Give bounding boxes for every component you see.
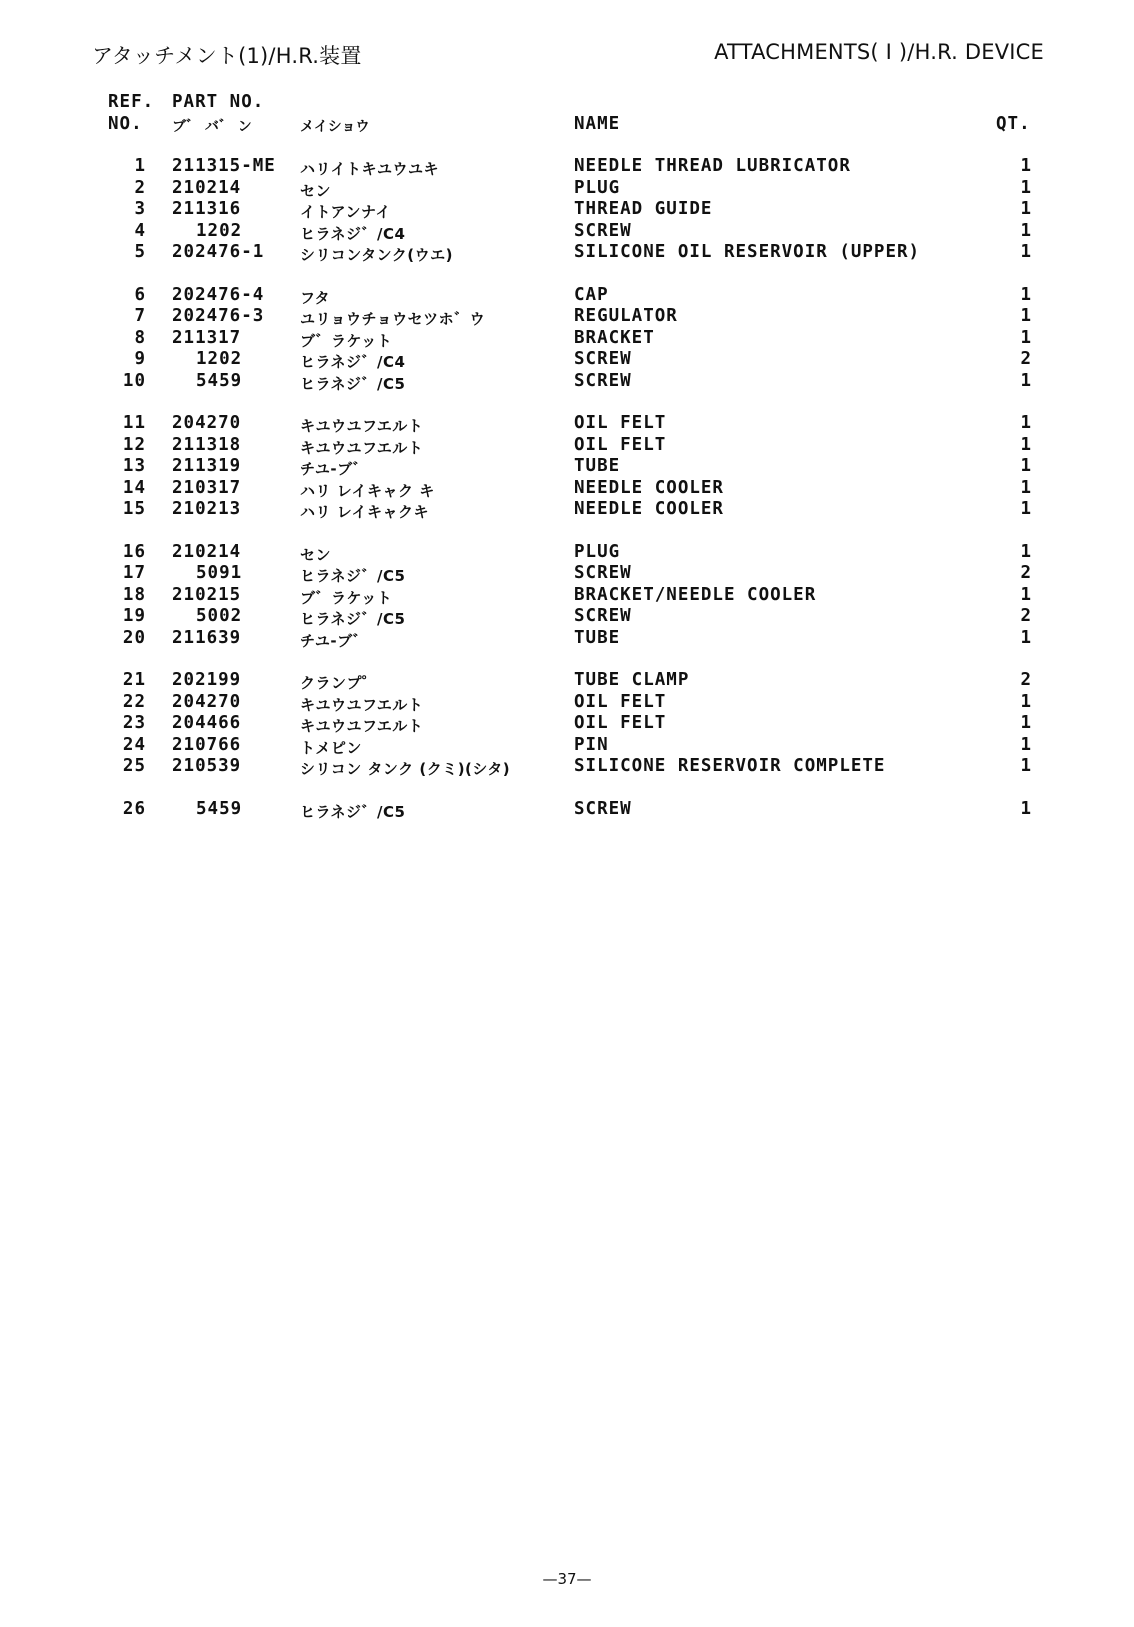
part-number: 5459 <box>196 370 243 391</box>
part-name: TUBE CLAMP <box>574 670 690 690</box>
qty-header: QT. <box>996 114 1031 134</box>
ref-number: 8 <box>134 327 146 348</box>
part-number: 202199 <box>172 670 242 690</box>
japanese-name: キユウユフエルト <box>300 417 424 435</box>
part-number: 211319 <box>172 456 242 476</box>
part-number: 204466 <box>172 713 242 733</box>
japanese-name: イトアンナイ <box>300 203 391 221</box>
quantity: 1 <box>1020 713 1032 733</box>
page-header-english: ATTACHMENTS( I )/H.R. DEVICE <box>714 40 1044 64</box>
japanese-name: キユウユフエルト <box>300 438 424 457</box>
quantity: 1 <box>1020 734 1032 755</box>
japanese-name: ハリイトキユウユキ <box>300 160 440 178</box>
quantity: 1 <box>1020 456 1032 476</box>
japanese-name: セン <box>300 181 332 200</box>
table-row <box>0 606 1134 628</box>
part-number: 5459 <box>196 798 243 819</box>
table-row <box>0 328 1134 350</box>
table-row <box>0 242 1134 264</box>
japanese-name: シリコン タンク (クミ)(シタ) <box>300 760 511 778</box>
japanese-name: ヒラネジ゛/C5 <box>300 802 406 821</box>
part-number: 204270 <box>172 413 242 433</box>
ref-number: 15 <box>122 499 146 519</box>
quantity: 1 <box>1020 327 1032 348</box>
table-row <box>0 799 1134 821</box>
part-name: SCREW <box>574 220 632 241</box>
part-name: PLUG <box>574 177 621 198</box>
table-row <box>0 692 1134 714</box>
part-name: PIN <box>574 734 609 755</box>
quantity: 1 <box>1020 691 1032 712</box>
ref-number: 20 <box>122 627 146 648</box>
part-name: NEEDLE COOLER <box>574 499 724 519</box>
table-row <box>0 349 1134 371</box>
part-name: TUBE <box>574 627 621 648</box>
part-number: 1202 <box>196 349 243 369</box>
ref-number: 22 <box>122 691 146 712</box>
part-number: 1202 <box>196 220 243 241</box>
table-row <box>0 585 1134 607</box>
quantity: 2 <box>1020 563 1032 583</box>
japanese-name: トメピン <box>300 738 362 757</box>
quantity: 1 <box>1020 756 1032 776</box>
japanese-name: セン <box>300 545 332 564</box>
part-name: OIL FELT <box>574 413 667 433</box>
part-name: TUBE <box>574 456 621 476</box>
ref-number: 14 <box>122 477 146 498</box>
table-row <box>0 499 1134 521</box>
japanese-name: ヒラネジ゛/C4 <box>300 224 406 243</box>
japanese-name: クランプ゜ <box>300 674 378 692</box>
quantity: 1 <box>1020 499 1032 519</box>
ref-number: 4 <box>134 220 146 241</box>
table-row <box>0 735 1134 757</box>
part-name: PLUG <box>574 541 621 562</box>
japanese-name: ハリ レイキャクキ <box>300 503 429 521</box>
part-name: SILICONE OIL RESERVOIR (UPPER) <box>574 242 921 262</box>
quantity: 1 <box>1020 306 1032 326</box>
ref-number: 7 <box>134 306 146 326</box>
table-row <box>0 221 1134 243</box>
part-number: 211317 <box>172 327 242 348</box>
ref-number: 16 <box>122 541 146 562</box>
part-number: 211316 <box>172 199 242 219</box>
ref-number: 12 <box>122 434 146 455</box>
part-name: SILICONE RESERVOIR COMPLETE <box>574 756 886 776</box>
part-name: CAP <box>574 284 609 305</box>
ref-header-line1: REF. <box>108 92 155 112</box>
ref-header-line2: NO. <box>108 114 143 134</box>
quantity: 1 <box>1020 627 1032 648</box>
ref-number: 18 <box>122 584 146 605</box>
part-number: 210214 <box>172 541 242 562</box>
part-name: NEEDLE THREAD LUBRICATOR <box>574 156 851 176</box>
japanese-name: ヒラネジ゛/C5 <box>300 567 406 585</box>
quantity: 1 <box>1020 220 1032 241</box>
part-number: 202476-4 <box>172 284 265 305</box>
part-name: OIL FELT <box>574 691 667 712</box>
part-name: BRACKET <box>574 327 655 348</box>
table-row <box>0 670 1134 692</box>
ref-number: 19 <box>122 606 146 626</box>
ref-number: 26 <box>122 798 146 819</box>
part-number: 210214 <box>172 177 242 198</box>
ref-number: 21 <box>122 670 146 690</box>
japanese-name: ハリ レイキャク キ <box>300 481 435 500</box>
quantity: 1 <box>1020 434 1032 455</box>
japanese-name: チユ-ブ゛ <box>300 631 369 650</box>
table-row <box>0 413 1134 435</box>
ref-number: 17 <box>122 563 146 583</box>
quantity: 2 <box>1020 606 1032 626</box>
ref-number: 5 <box>134 242 146 262</box>
quantity: 1 <box>1020 284 1032 305</box>
japanese-name: ヒラネジ゛/C5 <box>300 374 406 393</box>
part-number: 211318 <box>172 434 242 455</box>
table-row <box>0 456 1134 478</box>
part-number: 210539 <box>172 756 242 776</box>
table-row <box>0 563 1134 585</box>
quantity: 2 <box>1020 670 1032 690</box>
ref-number: 13 <box>122 456 146 476</box>
part-name: SCREW <box>574 349 632 369</box>
japanese-name: ヒラネジ゛/C5 <box>300 610 406 628</box>
part-number: 210766 <box>172 734 242 755</box>
part-number: 5091 <box>196 563 243 583</box>
part-name: SCREW <box>574 606 632 626</box>
quantity: 1 <box>1020 370 1032 391</box>
page-number: —37— <box>542 1570 592 1588</box>
part-header-line2: ブ゛ バ゛ ン <box>172 119 252 135</box>
ref-number: 6 <box>134 284 146 305</box>
japanese-name: シリコンタンク(ウエ) <box>300 246 454 264</box>
part-name: SCREW <box>574 798 632 819</box>
kana-header: メイショウ <box>300 119 370 135</box>
ref-number: 3 <box>134 199 146 219</box>
part-number: 211315-ME <box>172 156 276 176</box>
quantity: 2 <box>1020 349 1032 369</box>
table-row <box>0 285 1134 307</box>
table-row <box>0 199 1134 221</box>
table-row <box>0 628 1134 650</box>
ref-number: 11 <box>122 413 146 433</box>
quantity: 1 <box>1020 242 1032 262</box>
ref-number: 2 <box>134 177 146 198</box>
table-row <box>0 178 1134 200</box>
japanese-name: キユウユフエルト <box>300 717 424 735</box>
part-number: 5002 <box>196 606 243 626</box>
japanese-name: ブ゛ラケット <box>300 588 393 607</box>
ref-number: 23 <box>122 713 146 733</box>
quantity: 1 <box>1020 177 1032 198</box>
part-name: BRACKET/NEEDLE COOLER <box>574 584 817 605</box>
part-name: NEEDLE COOLER <box>574 477 724 498</box>
part-number: 211639 <box>172 627 242 648</box>
part-name: OIL FELT <box>574 713 667 733</box>
table-row <box>0 371 1134 393</box>
ref-number: 9 <box>134 349 146 369</box>
quantity: 1 <box>1020 584 1032 605</box>
part-number: 204270 <box>172 691 242 712</box>
ref-number: 1 <box>134 156 146 176</box>
japanese-name: フタ <box>300 288 330 307</box>
quantity: 1 <box>1020 156 1032 176</box>
part-number: 210213 <box>172 499 242 519</box>
part-number: 202476-1 <box>172 242 265 262</box>
table-row <box>0 756 1134 778</box>
japanese-name: ブ゛ラケット <box>300 331 393 350</box>
quantity: 1 <box>1020 477 1032 498</box>
quantity: 1 <box>1020 798 1032 819</box>
part-header-line1: PART NO. <box>172 92 265 112</box>
part-name: REGULATOR <box>574 306 678 326</box>
part-name: OIL FELT <box>574 434 667 455</box>
quantity: 1 <box>1020 199 1032 219</box>
japanese-name: チユ-ブ゛ <box>300 460 369 478</box>
japanese-name: ユリョウチョウセツホ゛ウ <box>300 310 486 328</box>
part-number: 210215 <box>172 584 242 605</box>
table-row <box>0 435 1134 457</box>
japanese-name: ヒラネジ゛/C4 <box>300 353 406 371</box>
quantity: 1 <box>1020 541 1032 562</box>
table-row <box>0 713 1134 735</box>
part-name: SCREW <box>574 563 632 583</box>
table-row <box>0 478 1134 500</box>
ref-number: 25 <box>122 756 146 776</box>
table-row <box>0 156 1134 178</box>
table-row <box>0 542 1134 564</box>
quantity: 1 <box>1020 413 1032 433</box>
ref-number: 10 <box>122 370 146 391</box>
page-header-japanese: アタッチメント(1)/H.R.装置 <box>92 44 362 68</box>
part-number: 202476-3 <box>172 306 265 326</box>
part-name: SCREW <box>574 370 632 391</box>
part-name: THREAD GUIDE <box>574 199 713 219</box>
table-row <box>0 306 1134 328</box>
ref-number: 24 <box>122 734 146 755</box>
part-number: 210317 <box>172 477 242 498</box>
japanese-name: キユウユフエルト <box>300 695 424 714</box>
name-header: NAME <box>574 114 621 134</box>
